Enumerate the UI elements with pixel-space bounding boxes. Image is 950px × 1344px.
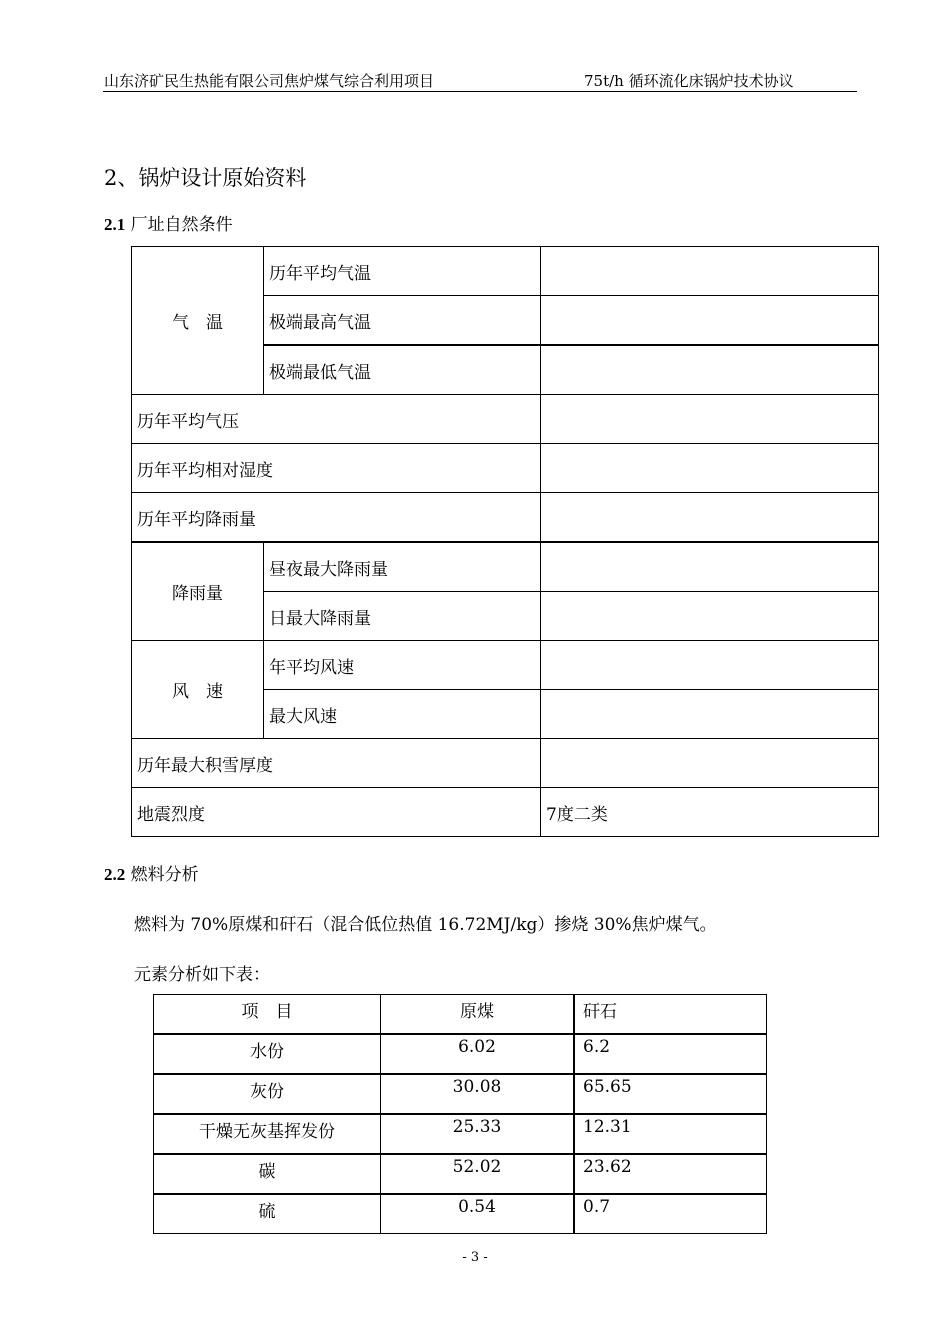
pressure-label: 历年平均气压 <box>132 395 541 444</box>
header-rule <box>103 91 857 92</box>
pressure-value <box>541 395 879 444</box>
rain-day-value <box>541 592 879 641</box>
row-label: 灰份 <box>154 1074 381 1114</box>
raw-coal-value: 6.02 <box>381 1034 575 1074</box>
temp-avg-label: 历年平均气温 <box>264 247 541 296</box>
gangue-value: 12.31 <box>574 1114 767 1154</box>
gangue-value: 6.2 <box>574 1034 767 1074</box>
humidity-label: 历年平均相对湿度 <box>132 444 541 493</box>
subsection-2-1-number: 2.1 <box>104 215 126 234</box>
element-analysis-table <box>153 994 767 1234</box>
gangue-value: 23.62 <box>574 1154 767 1194</box>
raw-coal-value: 52.02 <box>381 1154 575 1194</box>
gangue-value: 65.65 <box>574 1074 767 1114</box>
snow-value <box>541 739 879 788</box>
wind-avg-label: 年平均风速 <box>264 641 541 690</box>
row-label: 干燥无灰基挥发份 <box>154 1114 381 1154</box>
gangue-value: 0.7 <box>574 1194 767 1234</box>
rain-daynight-label: 昼夜最大降雨量 <box>264 542 541 592</box>
header-item: 项 目 <box>154 995 381 1035</box>
analysis-header-row <box>154 995 767 1035</box>
rain-day-label: 日最大降雨量 <box>264 592 541 641</box>
header-gangue: 矸石 <box>574 995 767 1035</box>
row-label: 碳 <box>154 1154 381 1194</box>
subsection-2-2-number: 2.2 <box>104 865 126 884</box>
raw-coal-value: 0.54 <box>381 1194 575 1234</box>
raw-coal-value: 25.33 <box>381 1114 575 1154</box>
table-row <box>154 1154 767 1194</box>
temp-max-value <box>541 296 879 346</box>
table-row <box>154 1114 767 1154</box>
header-raw-coal: 原煤 <box>381 995 575 1035</box>
analysis-intro: 元素分析如下表： <box>134 965 270 985</box>
subsection-2-1 <box>104 210 233 235</box>
wind-max-value <box>541 690 879 739</box>
humidity-value <box>541 444 879 493</box>
section-title: 2、锅炉设计原始资料 <box>104 166 307 190</box>
subsection-2-2-text: 燃料分析 <box>125 865 199 885</box>
quake-label: 地震烈度 <box>132 788 541 837</box>
fuel-description: 燃料为 70%原煤和矸石（混合低位热值 16.72MJ/kg）掺烧 30%焦炉煤气。 <box>134 915 717 935</box>
temp-avg-value <box>541 247 879 296</box>
rain-daynight-value <box>541 542 879 592</box>
raw-coal-value: 30.08 <box>381 1074 575 1114</box>
table-row <box>154 1074 767 1114</box>
table-row <box>154 1194 767 1234</box>
subsection-2-1-text: 厂址自然条件 <box>125 215 233 235</box>
row-label: 硫 <box>154 1194 381 1234</box>
row-label: 水份 <box>154 1034 381 1074</box>
header-right-title: 75t/h 循环流化床锅炉技术协议 <box>584 72 794 90</box>
rain-avg-label: 历年平均降雨量 <box>132 493 541 543</box>
temp-max-label: 极端最高气温 <box>264 296 541 346</box>
rain-avg-value <box>541 493 879 543</box>
page-number: - 3 - <box>462 1250 488 1265</box>
table-row <box>154 1034 767 1074</box>
wind-group-label: 风 速 <box>132 641 264 739</box>
wind-avg-value <box>541 641 879 690</box>
wind-max-label: 最大风速 <box>264 690 541 739</box>
site-conditions-table <box>131 246 879 837</box>
subsection-2-2 <box>104 860 199 885</box>
quake-value: 7度二类 <box>541 788 879 837</box>
temp-min-value <box>541 345 879 395</box>
snow-label: 历年最大积雪厚度 <box>132 739 541 788</box>
header-left-title: 山东济矿民生热能有限公司焦炉煤气综合利用项目 <box>104 72 435 90</box>
temp-min-label: 极端最低气温 <box>264 345 541 395</box>
temp-group-label: 气 温 <box>132 247 264 395</box>
rain-group-label: 降雨量 <box>132 542 264 641</box>
